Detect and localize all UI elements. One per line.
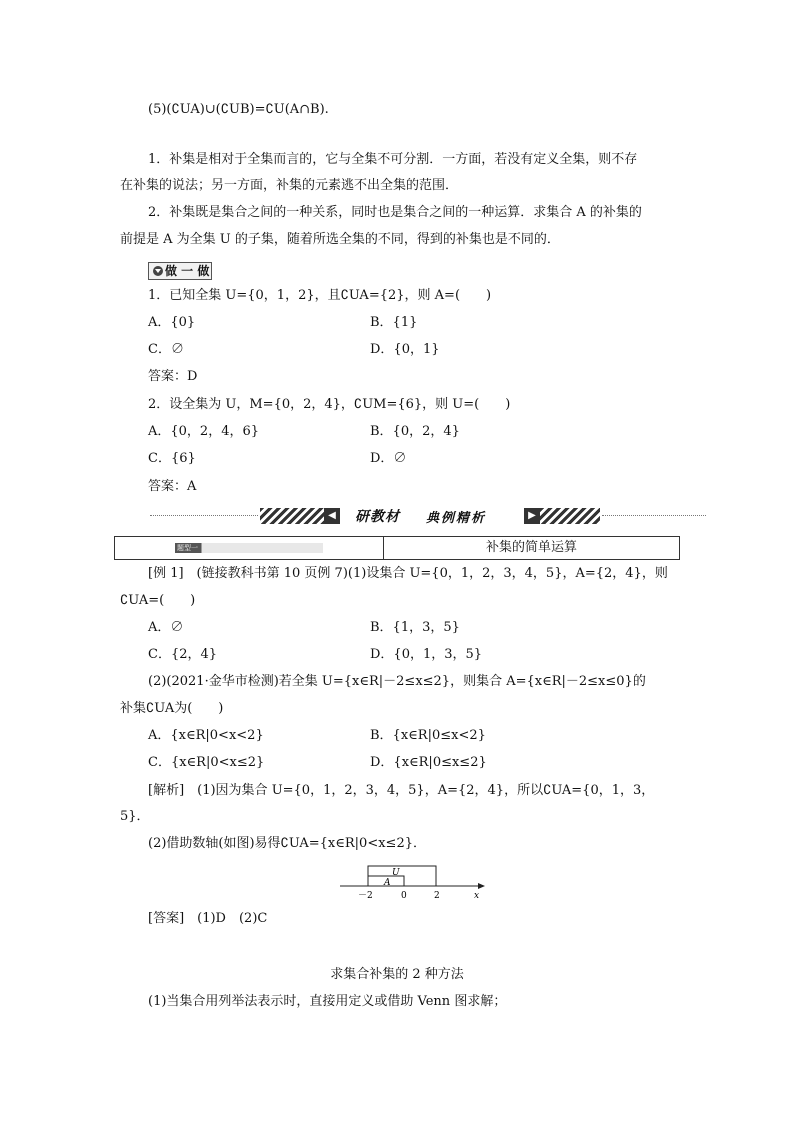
- banner-hatch-left: [260, 508, 324, 524]
- example-2-option-b: B．{x∈R|0≤x<2}: [370, 728, 486, 743]
- number-line-figure: [340, 862, 490, 902]
- example-2-option-c: C．{x∈R|0<x≤2}: [148, 755, 265, 770]
- banner-arrow-right-icon: ▶: [524, 508, 540, 524]
- solution-line-3: (2)借助数轴(如图)易得∁UA={x∈R|0<x≤2}．: [148, 836, 426, 851]
- banner-divider-right: [602, 515, 706, 516]
- chevron-down-icon: [153, 266, 163, 276]
- tick-2: 2: [434, 891, 440, 901]
- practice-2-option-d: D．∅: [370, 451, 407, 466]
- tick-neg2: －2: [358, 891, 373, 901]
- banner-title: 研教材: [355, 509, 400, 525]
- practice-1-answer: 答案：D: [148, 369, 198, 384]
- practice-badge: [148, 262, 212, 280]
- example-1-line-1: [例 1] (链接教科书第 10 页例 7)(1)设集合 U={0，1，2，3，4，5}，A={2，4}，则: [148, 566, 668, 581]
- banner-divider-left: [150, 515, 258, 516]
- note-2-line-1: 2．补集既是集合之间的一种关系，同时也是集合之间的一种运算．求集合 A 的补集的: [148, 205, 642, 220]
- note-1-line-1: 1．补集是相对于全集而言的，它与全集不可分割．一方面，若没有定义全集，则不存: [148, 152, 638, 167]
- practice-1-question: 1．已知全集 U={0，1，2}，且∁UA={2}，则 A=( ): [148, 288, 492, 303]
- label-U: U: [392, 868, 400, 878]
- example-2-option-d: D．{x∈R|0≤x≤2}: [370, 755, 487, 770]
- topic-title: 补集的简单运算: [485, 540, 577, 555]
- example-1-line-2: ∁UA=( ): [120, 593, 196, 608]
- answer-line: [答案] (1)D (2)C: [148, 911, 268, 926]
- label-A: A: [384, 878, 391, 888]
- formula-line: (5)(∁UA)∪(∁UB)=∁U(A∩B).: [148, 102, 329, 117]
- practice-2-option-c: C．{6}: [148, 451, 196, 466]
- practice-1-option-c: C．∅: [148, 342, 184, 357]
- banner-subtitle: 典例精析: [426, 511, 487, 526]
- practice-2-question: 2．设全集为 U，M={0，2，4}，∁UM={6}，则 U=( ): [148, 397, 511, 412]
- practice-2-answer: 答案：A: [148, 479, 197, 494]
- example-2-option-a: A．{x∈R|0<x<2}: [148, 728, 264, 743]
- method-1: (1)当集合用列举法表示时，直接用定义或借助 Venn 图求解；: [148, 994, 507, 1009]
- practice-1-option-a: A．{0}: [148, 315, 196, 330]
- example-1-option-b: B．{1，3，5}: [370, 620, 460, 635]
- method-title: 求集合补集的 2 种方法: [330, 967, 464, 982]
- solution-line-1: [解析] (1)因为集合 U={0，1，2，3，4，5}，A={2，4}，所以∁UA={0，1，3，: [148, 783, 655, 798]
- practice-2-option-a: A．{0，2，4，6}: [148, 424, 260, 439]
- banner-hatch-right: [540, 508, 600, 524]
- tick-0: 0: [401, 891, 407, 901]
- note-2-line-2: 前提是 A 为全集 U 的子集，随着所选全集的不同，得到的补集也是不同的．: [120, 232, 560, 247]
- section-banner: [150, 505, 706, 527]
- axis-arrow-icon: [478, 883, 485, 889]
- example-1-option-d: D．{0，1，3，5}: [370, 647, 483, 662]
- topic-label: 题型一: [175, 543, 323, 553]
- practice-1-option-d: D．{0，1}: [370, 342, 440, 357]
- solution-line-2: 5}．: [120, 809, 150, 824]
- practice-badge-label: 做 一 做: [165, 264, 210, 278]
- example-2-line-1: (2)(2021·金华市检测)若全集 U={x∈R|－2≤x≤2}，则集合 A={x∈R|－2≤x≤0}的: [148, 674, 646, 689]
- practice-2-option-b: B．{0，2，4}: [370, 424, 460, 439]
- banner-arrow-left-icon: ◀: [324, 508, 340, 524]
- example-1-option-a: A．∅: [148, 620, 184, 635]
- note-1-line-2: 在补集的说法；另一方面，补集的元素逃不出全集的范围．: [120, 178, 459, 193]
- example-2-line-2: 补集∁UA为( ): [120, 701, 224, 716]
- practice-1-option-b: B．{1}: [370, 315, 418, 330]
- example-1-option-c: C．{2，4}: [148, 647, 218, 662]
- topic-header: [114, 536, 680, 560]
- axis-label-x: x: [474, 891, 480, 901]
